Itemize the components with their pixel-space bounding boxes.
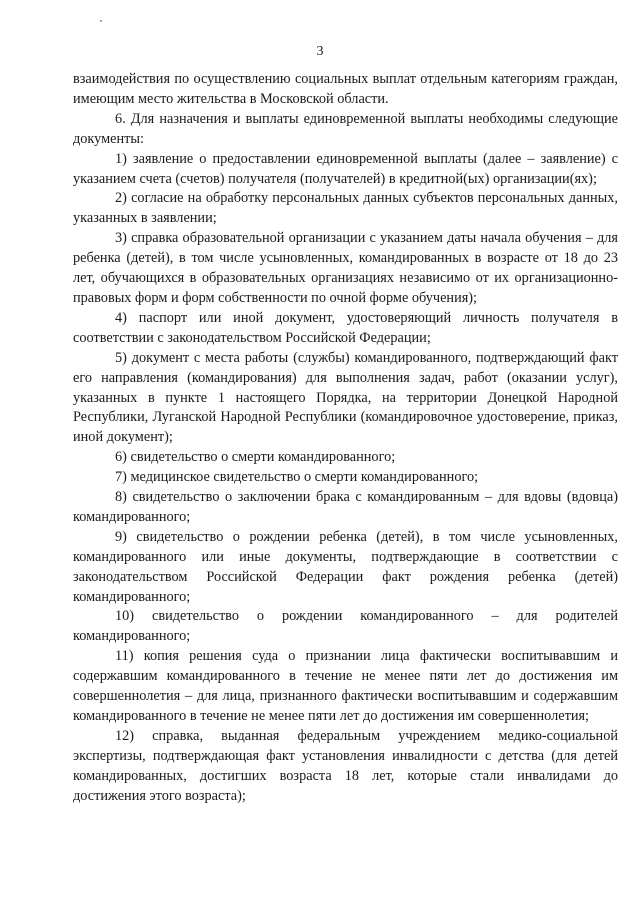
list-item-8: 8) свидетельство о заключении брака с командированным – для вдовы (вдовца) командированного;	[73, 489, 618, 525]
list-item-6: 6) свидетельство о смерти командированного;	[115, 449, 396, 466]
list-item-5: 5) документ с места работы (службы) командированного, подтверждающий факт его направления (командирования) для выполнения задач, работ (оказании услуг), указанных в пункте 1 настоящего Порядка, на территории Донецкой Народной Республики, Луганской Народной Республики (командировочное удостоверение, приказ, иной документ);	[73, 349, 618, 446]
paragraph-item-6: 6. Для назначения и выплаты единовременной выплаты необходимы следующие документы:	[73, 110, 618, 147]
list-item-11: 11) копия решения суда о признании лица фактически воспитывавшим и содержавшим командированного в течение не менее пяти лет до достижения им совершеннолетия – для лица, признанного фактически воспитывавшим и содержавшим командированного в течение не менее пяти лет до достижения им совершеннолетия;	[73, 648, 618, 724]
list-item-7: 7) медицинское свидетельство о смерти командированного;	[115, 469, 479, 486]
list-item-3: 3) справка образовательной организации с указанием даты начала обучения – для ребенка (детей), в том числе усыновленных, командированных в возрасте от 18 до 23 лет, обучающихся в образовательных организациях независимо от их организационно-правовых форм и форм собственности по очной форме обучения);	[73, 230, 618, 306]
list-item-4: 4) паспорт или иной документ, удостоверяющий личность получателя в соответствии с законодательством Российской Федерации;	[73, 309, 618, 346]
list-item-9: 9) свидетельство о рождении ребенка (детей), в том числе усыновленных, командированного или иные документы, подтверждающие в соответствии с законодательством Российской Федерации факт рождения ребенка (детей) командированного;	[73, 528, 618, 605]
list-item-1: 1) заявление о предоставлении единовременной выплаты (далее – заявление) с указанием счета (счетов) получателя (получателей) в кредитной(ых) организации(ях);	[73, 150, 618, 187]
document-body	[73, 70, 618, 807]
list-item-12: 12) справка, выданная федеральным учреждением медико-социальной экспертизы, подтверждающая факт установления инвалидности с детства (для детей командированных, достигших возраста 18 лет, которые стали инвалидами до достижения этого возраста);	[73, 727, 618, 804]
list-item-10: 10) свидетельство о рождении командированного – для родителей командированного;	[73, 608, 618, 645]
list-item-2: 2) согласие на обработку персональных данных субъектов персональных данных, указанных в заявлении;	[73, 190, 618, 227]
scan-speck	[100, 20, 102, 22]
page-number: 3	[316, 44, 324, 59]
paragraph-continuation: взаимодействия по осуществлению социальных выплат отдельным категориям граждан, имеющим место жительства в Московской области.	[73, 71, 618, 107]
